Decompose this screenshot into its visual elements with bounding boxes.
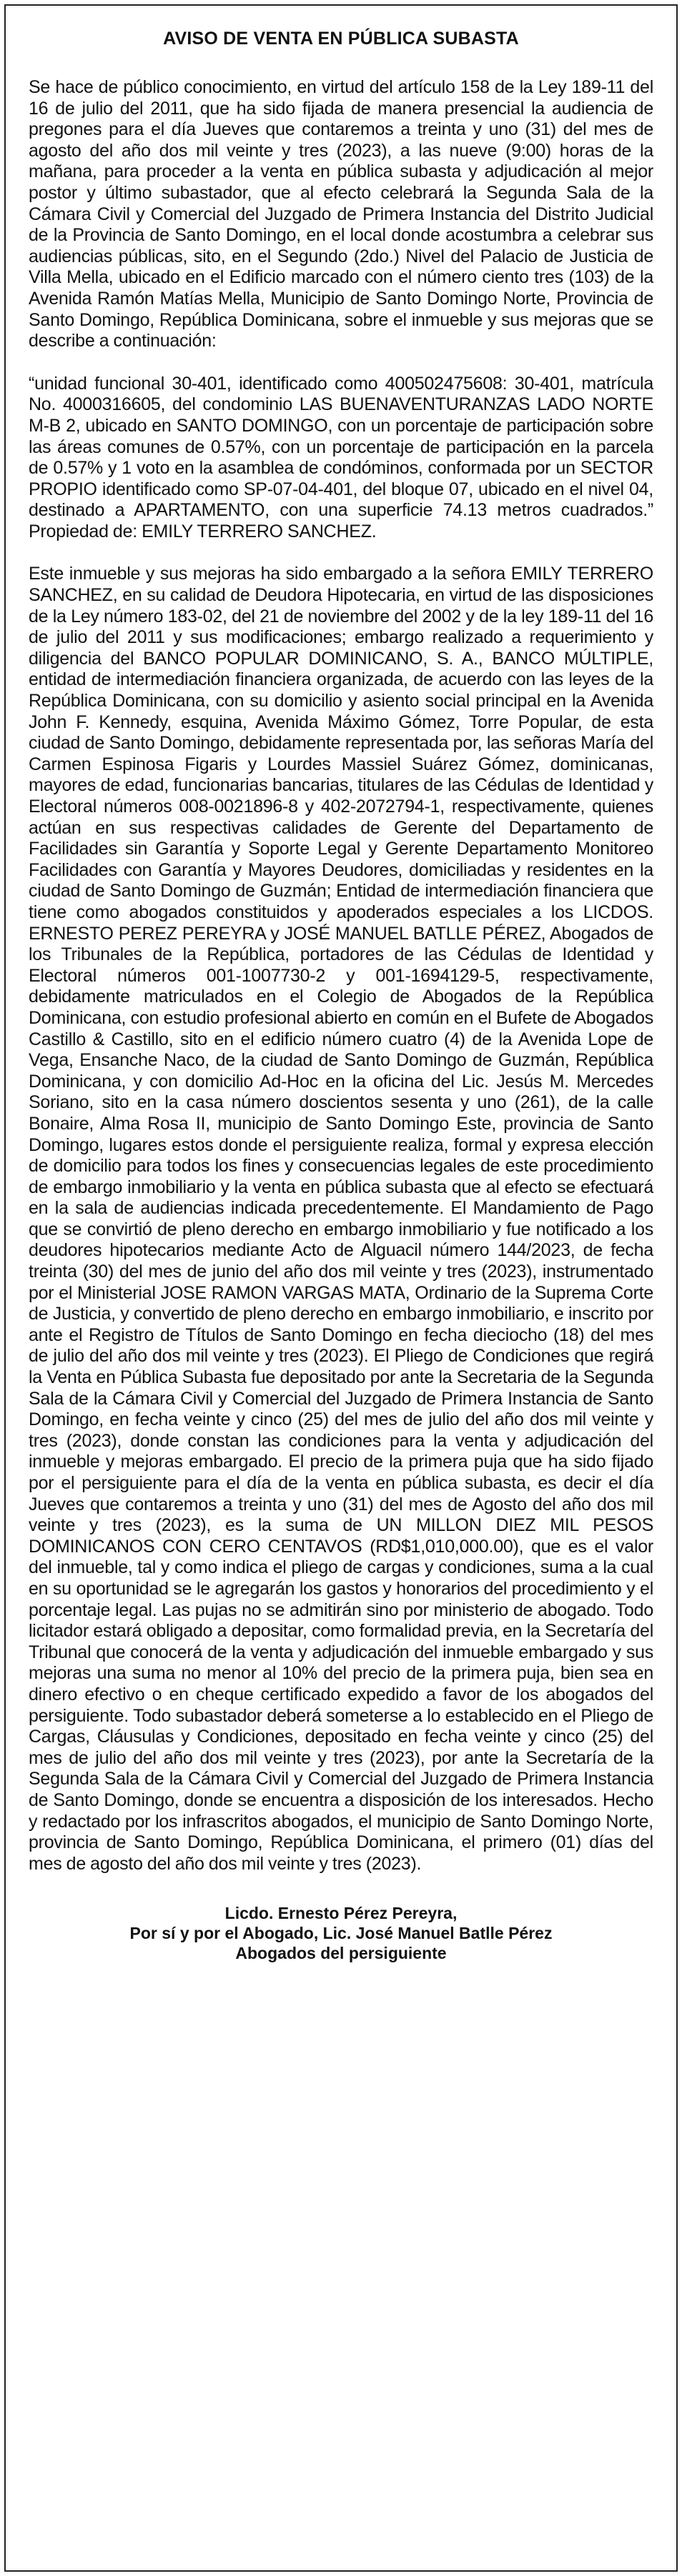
- notice-paragraph-details: Este inmueble y sus mejoras ha sido embargado a la señora EMILY TERRERO SANCHEZ, en su calidad de Deudora Hipotecaria, en virtud de las disposiciones de la Ley número 183-02, del 21 de noviembre del 2002 y de la ley 189-11 del 16 de julio del 2011 y sus modificaciones; embargo realizado a requerimiento y diligencia del BANCO POPULAR DOMINICANO, S. A., BANCO MÚLTIPLE, entidad de intermediación financiera organizada, de acuerdo con las leyes de la República Dominicana, con su domicilio y asiento social principal en la Avenida John F. Kennedy, esquina, Avenida Máximo Gómez, Torre Popular, de esta ciudad de Santo Domingo, debidamente representada por, las señoras María del Carmen Espinosa Figaris y Lourdes Massiel Suárez Gómez, dominicanas, mayores de edad, funcionarias bancarias, titulares de las Cédulas de Identidad y Electoral números 008-0021896-8 y 402-2072794-1, respectivamente, quienes actúan en sus respectivas calidades de Gerente del Departamento de Facilidades sin Garantía y Soporte Legal y Gerente Departamento Monitoreo Facilidades con Garantía y Mayores Deudores, domiciliadas y residentes en la ciudad de Santo Domingo de Guzmán; Entidad de intermediación financiera que tiene como abogados constituidos y apoderados especiales a los LICDOS. ERNESTO PEREZ PEREYRA y JOSÉ MANUEL BATLLE PÉREZ, Abogados de los Tribunales de la República, portadores de las Cédulas de Identidad y Electoral números 001-1007730-2 y 001-1694129-5, respectivamente, debidamente matriculados en el Colegio de Abogados de la República Dominicana, con estudio profesional abierto en común en el Bufete de Abogados Castillo & Castillo, sito en el edificio número cuatro (4) de la Avenida Lope de Vega, Ensanche Naco, de la ciudad de Santo Domingo de Guzmán, República Dominicana, y con domicilio Ad-Hoc en la oficina del Lic. Jesús M. Mercedes Soriano, sito en la casa número doscientos sesenta y uno (261), de la calle Bonaire, Alma Rosa II, municipio de Santo Domingo Este, provincia de Santo Domingo, lugares estos donde el persiguiente realiza, formal y expresa elección de domicilio para todos los fines y consecuencias legales de este procedimiento de embargo inmobiliario y la venta en pública subasta que al efecto se efectuará en la sala de audiencias indicada precedentemente. El Mandamiento de Pago que se convirtió de pleno derecho en embargo inmobiliario y fue notificado a los deudores hipotecarios mediante Acto de Alguacil número 144/2023, de fecha treinta (30) del mes de junio del año dos mil veinte y tres (2023), instrumentado por el Ministerial JOSE RAMON VARGAS MATA, Ordinario de la Suprema Corte de Justicia, y convertido de pleno derecho en embargo inmobiliario, e inscrito por ante el Registro de Títulos de Santo Domingo en fecha dieciocho (18) del mes de julio del año dos mil veinte y tres (2023). El Pliego de Condiciones que regirá la Venta en Pública Subasta fue depositado por ante la Secretaria de la Segunda Sala de la Cámara Civil y Comercial del Juzgado de Primera Instancia de Santo Domingo, en fecha veinte y cinco (25) del mes de julio del año dos mil veinte y tres (2023), donde constan las condiciones para la venta y adjudicación del inmueble y mejoras embargado. El precio de la primera puja que ha sido fijado por el persiguiente para el día de la venta en pública subasta, es decir el día Jueves que contaremos a treinta y uno (31) del mes de Agosto del año dos mil veinte y tres (2023), es la suma de UN MILLON DIEZ MIL PESOS DOMINICANOS CON CERO CENTAVOS (RD$1,010,000.00), que es el valor del inmueble, tal y como indica el pliego de cargas y condiciones, suma a la cual en su oportunidad se le agregarán los gastos y honorarios del procedimiento y el porcentaje legal. Las pujas no se admitirán sino por ministerio de abogado. Todo licitador estará obligado a depositar, como formalidad previa, en la Secretaría del Tribunal que conocerá de la venta y adjudicación del inmueble embargado y sus mejoras una suma no menor al 10% del precio de la primera puja, bien sea en dinero efectivo o en cheque certificado expedido a favor de los abogados del persiguiente. Todo subastador deberá someterse a lo establecido en el Pliego de Cargas, Cláusulas y Condiciones, depositado en fecha veinte y cinco (25) del mes de julio del año dos mil veinte y tres (2023), por ante la Secretaría de la Segunda Sala de la Cámara Civil y Comercial del Juzgado de Primera Instancia de Santo Domingo, donde se encuentra a disposición de los interesados. Hecho y redactado por los infrascritos abogados, el municipio de Santo Domingo Norte, provincia de Santo Domingo, República Dominicana, el primero (01) días del mes de agosto del año dos mil veinte y tres (2023).: [29, 564, 653, 1874]
- signature-role: Abogados del persiguiente: [235, 1944, 447, 1963]
- legal-notice: [4, 4, 678, 2572]
- notice-title: AVISO DE VENTA EN PÚBLICA SUBASTA: [163, 29, 519, 49]
- signature-block: [29, 1903, 653, 1963]
- signature-name: Licdo. Ernesto Pérez Pereyra,: [224, 1904, 458, 1923]
- signature-on-behalf: Por sí y por el Abogado, Lic. José Manuel Batlle Pérez: [129, 1924, 553, 1943]
- notice-paragraph-property: “unidad funcional 30-401, identificado como 400502475608: 30-401, matrícula No. 4000316605, del condominio LAS BUENAVENTURANZAS LADO NORTE M-B 2, ubicado en SANTO DOMINGO, con un porcentaje de participación sobre las áreas comunes de 0.57%, con un porcentaje de participación en la parcela de 0.57% y 1 voto en la asamblea de condóminos, conformada por un SECTOR PROPIO identificado como SP-07-04-401, del bloque 07, ubicado en el nivel 04, destinado a APARTAMENTO, con una superficie 74.13 metros cuadrados.” Propiedad de: EMILY TERRERO SANCHEZ.: [29, 373, 653, 541]
- notice-paragraph-intro: Se hace de público conocimiento, en virtud del artículo 158 de la Ley 189-11 del 16 de julio del 2011, que ha sido fijada de manera presencial la audiencia de pregones para el día Jueves que contaremos a treinta y uno (31) del mes de agosto del año dos mil veinte y tres (2023), a las nueve (9:00) horas de la mañana, para proceder a la venta en pública subasta y adjudicación al mejor postor y último subastador, que al efecto celebrará la Segunda Sala de la Cámara Civil y Comercial del Juzgado de Primera Instancia del Distrito Judicial de la Provincia de Santo Domingo, en el local donde acostumbra a celebrar sus audiencias públicas, sito, en el Segundo (2do.) Nivel del Palacio de Justicia de Villa Mella, ubicado en el Edificio marcado con el número ciento tres (103) de la Avenida Ramón Matías Mella, Municipio de Santo Domingo Norte, Provincia de Santo Domingo, República Dominicana, sobre el inmueble y sus mejoras que se describe a continuación:: [29, 77, 653, 351]
